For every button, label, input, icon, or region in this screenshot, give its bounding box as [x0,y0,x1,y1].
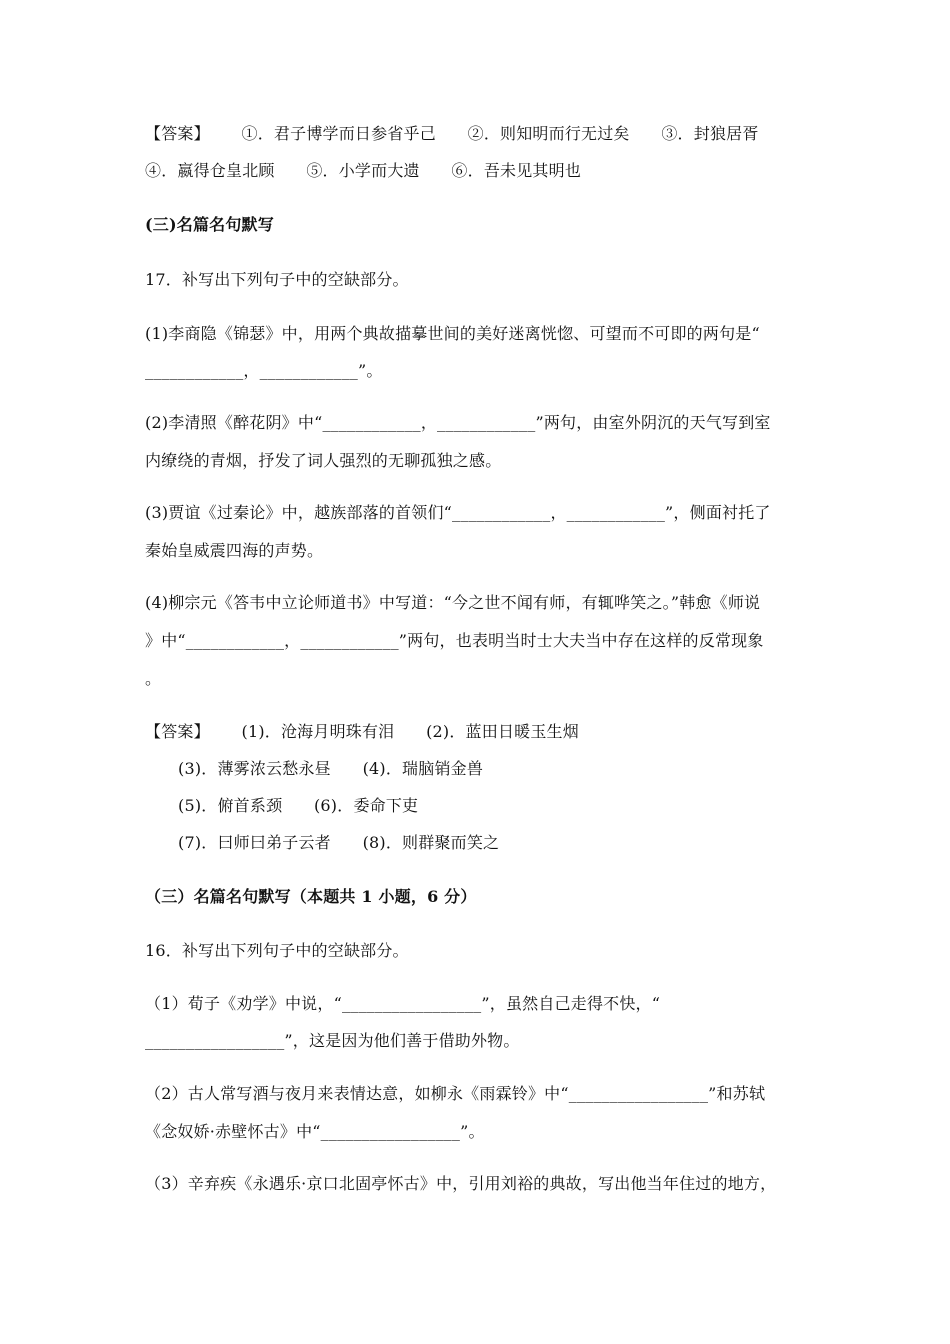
answer-2-line-3: (5)．俯首系颈 (6)．委命下吏 [178,796,419,815]
section-a-item-3-line-1: (3)贾谊《过秦论》中，越族部落的首领们“____________，____________”，侧面衬托了 [145,503,771,522]
answer-2-line-1: 【答案】 (1)．沧海月明珠有泪 (2)．蓝田日暖玉生烟 [145,722,579,741]
section-a-item-2-line-2: 内缭绕的青烟，抒发了词人强烈的无聊孤独之感。 [145,451,502,470]
section-a-item-2-line-1: (2)李清照《醉花阴》中“____________，____________”两句，由室外阴沉的天气写到室 [145,413,771,432]
section-b-item-3-line-1: （3）辛弃疾《永遇乐·京口北固亭怀古》中，引用刘裕的典故，写出他当年住过的地方， [145,1174,777,1193]
section-a-heading: (三)名篇名句默写 [145,215,274,234]
section-b-item-2-line-2: 《念奴娇·赤壁怀古》中“_________________”。 [145,1122,485,1141]
section-b-question: 16．补写出下列句子中的空缺部分。 [145,941,409,960]
answer-1-line-1: 【答案】 ①．君子博学而日参省乎己 ②．则知明而行无过矣 ③．封狼居胥 [145,124,759,143]
section-b-item-2-line-1: （2）古人常写酒与夜月来表情达意，如柳永《雨霖铃》中“_________________”和苏轼 [145,1084,766,1103]
section-a-item-1-line-2: ____________，____________”。 [145,361,383,380]
section-b-item-1-line-1: （1）荀子《劝学》中说，“_________________”，虽然自己走得不快，“ [145,994,661,1013]
section-b-heading: （三）名篇名句默写（本题共 1 小题，6 分） [145,887,477,906]
section-a-item-4-line-2: 》中“____________，____________”两句，也表明当时士大夫当中存在这样的反常现象 [145,631,764,650]
answer-2-line-4: (7)．曰师曰弟子云者 (8)．则群聚而笑之 [178,833,500,852]
section-b-item-1-line-2: _________________”，这是因为他们善于借助外物。 [145,1031,520,1050]
section-a-item-3-line-2: 秦始皇威震四海的声势。 [145,541,324,560]
answer-1-line-2: ④．嬴得仓皇北顾 ⑤．小学而大遗 ⑥．吾未见其明也 [145,161,582,180]
section-a-item-4-line-1: (4)柳宗元《答韦中立论师道书》中写道：“今之世不闻有师，有辄哗笑之。”韩愈《师说 [145,593,761,612]
section-a-item-4-line-3: 。 [145,669,162,688]
section-a-question: 17．补写出下列句子中的空缺部分。 [145,270,409,289]
answer-2-line-2: (3)．薄雾浓云愁永昼 (4)．瑞脑销金兽 [178,759,484,778]
section-a-item-1-line-1: (1)李商隐《锦瑟》中，用两个典故描摹世间的美好迷离恍惚、可望而不可即的两句是“ [145,324,760,343]
